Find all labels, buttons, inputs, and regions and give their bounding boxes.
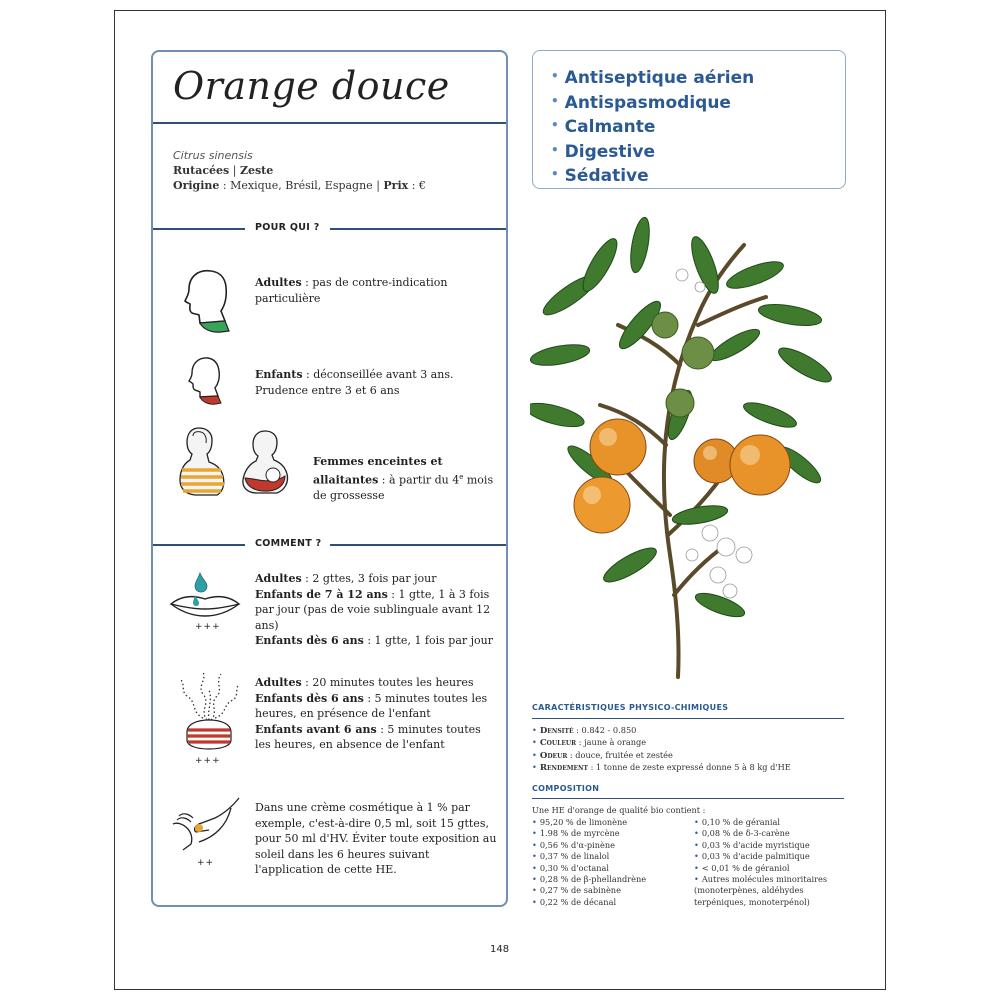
comment-diffusion-text: Adultes : 20 minutes toutes les heures Enfants dès 6 ans : 5 minutes toutes les heures, en présence de l'enfant Enfants avant 6 ans : 5 minutes toutes les heures, en absence de l'enfant — [255, 676, 488, 751]
latin-name: Citrus sinensis — [173, 149, 253, 162]
section-pour-qui-header — [153, 222, 506, 236]
child-head-icon — [187, 355, 223, 407]
property-item: • Digestive — [551, 141, 655, 162]
family-part: Rutacées | Zeste — [173, 164, 274, 177]
list-item: • 0,37 % de linalol — [532, 851, 610, 862]
composition-left-list — [532, 817, 692, 908]
diffuser-icon — [177, 670, 243, 750]
breastfeeding-woman-icon — [239, 428, 291, 494]
list-item: • 0,22 % de décanal — [532, 896, 617, 907]
section-comment-title: COMMENT ? — [255, 538, 322, 549]
adult-head-icon — [181, 265, 231, 337]
list-item: • 0,08 % de δ-3-carène — [694, 828, 790, 839]
pour-qui-children: Enfants : déconseillée avant 3 ans. Prudence entre 3 et 6 ans — [255, 368, 454, 397]
composition-intro: Une HE d'orange de qualité bio contient : — [532, 805, 706, 815]
list-item: • < 0,01 % de géraniol — [694, 862, 790, 873]
list-item: • 0,10 % de géranial — [694, 817, 781, 827]
oral-rating: +++ — [195, 622, 221, 632]
section-comment-header — [153, 538, 506, 552]
list-item: • 0,03 % d'acide myristique — [694, 839, 810, 850]
pour-qui-women: Femmes enceintes et allaitantes : à partir du 4e mois de grossesse — [313, 455, 494, 502]
properties-box — [532, 50, 846, 189]
page-title: Orange douce — [173, 64, 450, 108]
list-item: • Autres molécules minoritaires (monoterpènes, aldéhydes terpéniques, monoterpénol) — [694, 874, 828, 907]
skin-rating: ++ — [197, 858, 215, 868]
property-item: • Antispasmodique — [551, 92, 731, 113]
physico-item: • Densité : 0.842 - 0.850 — [532, 725, 637, 736]
physico-item: • Rendement : 1 tonne de zeste expressé donne 5 à 8 kg d'HE — [532, 762, 791, 774]
origin-line: Origine : Mexique, Brésil, Espagne | Prix : € — [173, 179, 426, 192]
list-item: • 0,28 % de β-phellandrène — [532, 874, 647, 885]
composition-right-list — [694, 817, 844, 908]
list-item: • 0,30 % d'octanal — [532, 862, 610, 873]
physico-item: • Couleur : jaune à orange — [532, 737, 647, 749]
plant-info — [173, 148, 426, 193]
physico-list — [532, 725, 844, 775]
pour-qui-adults: Adultes : pas de contre-indication particulière — [255, 276, 448, 305]
list-item: • 0,27 % de sabinène — [532, 885, 621, 896]
physico-rule — [532, 718, 844, 719]
property-item: • Calmante — [551, 117, 656, 137]
title-rule — [153, 122, 506, 124]
property-item: • Antiseptique aérien — [551, 68, 755, 88]
list-item: • 0,03 % d'acide palmitique — [694, 851, 810, 862]
orange-branch-illustration — [530, 215, 850, 685]
mouth-drop-icon — [167, 571, 243, 617]
physico-item: • Odeur : douce, fruitée et zestée — [532, 749, 673, 761]
composition-heading: COMPOSITION — [532, 784, 600, 793]
pregnant-woman-icon — [177, 424, 227, 498]
physico-heading: CARACTÉRISTIQUES PHYSICO-CHIMIQUES — [532, 703, 729, 712]
page-number: 148 — [490, 944, 510, 955]
list-item: • 0,56 % d'α-pinène — [532, 839, 615, 850]
composition-rule — [532, 798, 844, 799]
comment-skin-text: Dans une crème cosmétique à 1 % par exemple, c'est-à-dire 0,5 ml, soit 15 gttes, pour 50 ml d'HV. Éviter toute exposition au soleil dans les 6 heures suivant l'application de cette HE. — [255, 801, 497, 876]
diffusion-rating: +++ — [195, 756, 221, 766]
monograph-card — [151, 50, 508, 907]
list-item: • 1.98 % de myrcène — [532, 828, 620, 839]
list-item: • 95,20 % de limonène — [532, 817, 628, 827]
property-item: • Sédative — [551, 166, 649, 186]
comment-oral-text: Adultes : 2 gttes, 3 fois par jour Enfants de 7 à 12 ans : 1 gtte, 1 à 3 fois par jour (pas de voie sublinguale avant 12 ans) Enfants dès 6 ans : 1 gtte, 1 fois par jour — [255, 572, 494, 647]
section-pour-qui-title: POUR QUI ? — [255, 222, 320, 233]
hands-massage-icon — [169, 794, 243, 852]
